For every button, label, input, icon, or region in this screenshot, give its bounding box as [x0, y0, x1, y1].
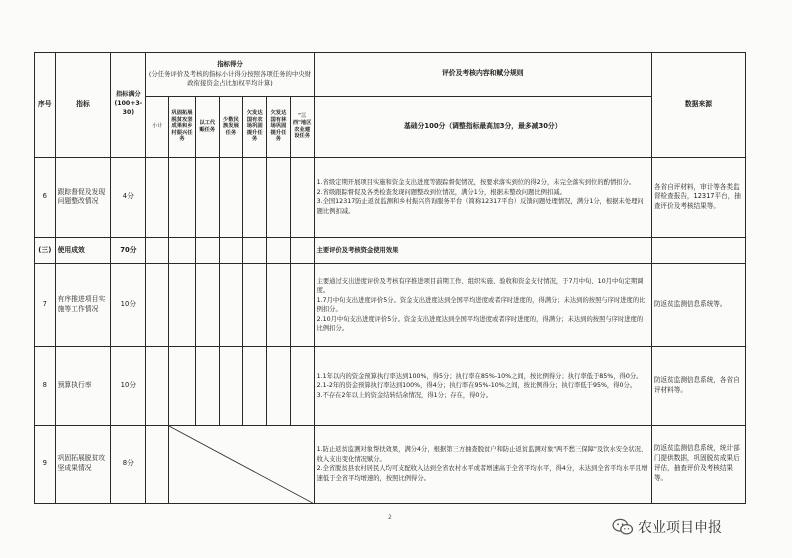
- not-applicable-slash: [169, 425, 314, 503]
- row-no: 6: [35, 157, 56, 238]
- row-rules: [314, 347, 651, 425]
- score-cell: [169, 238, 196, 264]
- rule-item: 2.10月中旬支出进度评价5分。资金支出进度达到全国平均进度或者序时进度的，得满分；未达到的按照与序时进度的比例扣分。: [316, 315, 644, 333]
- score-cell: [146, 425, 169, 503]
- score-cell: [195, 347, 219, 425]
- header-task-sanxi: "三西"地区农业建设任务: [290, 96, 314, 157]
- row-data-source: 防返贫监测信息系统等。: [651, 264, 745, 347]
- row-data-source: 防返贫监测信息系统，各省自评材料等。: [651, 347, 745, 425]
- rule-item: 2.1-2年的资金预算执行率达到100%，得4分；执行率在95%-10%之间，按比例得分；执行率低于95%，得0分。: [316, 382, 637, 390]
- row-score: 8分: [111, 425, 146, 503]
- score-cell: [243, 238, 267, 264]
- table-row: [35, 157, 746, 238]
- score-cell: [146, 347, 169, 425]
- header-rules-subtitle: 基础分100分（调整指标最高加3分，最多减30分）: [314, 96, 651, 157]
- header-rules-title: 评价及考核内容和赋分规则: [314, 53, 651, 97]
- watermark-text: 农业项目申报: [638, 520, 722, 536]
- row-score: 10分: [111, 264, 146, 347]
- header-task-state-forest: 欠发达国有林场巩固提升任务: [267, 96, 291, 157]
- header-task-state-farm: 欠发达国有农场巩固提升任务: [243, 96, 267, 157]
- row-rules: [314, 264, 651, 347]
- row-data-source: 防返贫监测信息系统，统计部门提供数据，巩固脱贫成果后评估，抽查评价及考核结果等。: [651, 425, 745, 503]
- header-score-title: 指标得分: [217, 60, 243, 69]
- rule-item: 3.全国12317防止返贫监测和乡村振兴咨询服务平台（简称12317平台）反馈问题处理情况，满分1分，根据未处理问题比例扣减。: [316, 198, 644, 215]
- score-cell: [219, 238, 243, 264]
- section-rules-title: 主要评价及考核资金使用效果: [314, 238, 651, 264]
- page-number: 2: [388, 514, 392, 521]
- rule-item: 3.不存在2年以上的资金结转结余情况，得1分；存在，得0分。: [316, 391, 493, 399]
- row-indicator: 巩固拓展脱贫攻坚成果情况: [55, 425, 111, 503]
- rule-item: 2.省级跟踪督促及各类检查发现问题整改到位情况，满分1分，根据未整改问题比例扣减。: [316, 188, 566, 196]
- header-task-workrelief: 以工代赈任务: [195, 96, 219, 157]
- rule-item: 1.省级定期开展项目实施和资金支出进度等跟踪督促情况，按要求落实到位的得2分，未完全落实到位的酌情扣分。: [316, 179, 636, 187]
- row-no: 8: [35, 347, 56, 425]
- header-score-group: [146, 53, 314, 97]
- score-cell: [169, 157, 196, 238]
- row-no: 9: [35, 425, 56, 503]
- score-cell: [290, 347, 314, 425]
- header-data-source: 数据来源: [651, 53, 745, 158]
- score-cell: [169, 347, 196, 425]
- rule-item: 1.防止返贫监测对象帮扶效果，满分4分，根据第三方抽查脱贫户和防止返贫监测对象"两不愁三保障"及饮水安全状况、收入支出变化情况赋分。: [316, 446, 648, 463]
- row-score: 70分: [111, 238, 146, 264]
- score-cell: [243, 157, 267, 238]
- score-cell: [267, 347, 291, 425]
- header-indicator: 指标: [55, 53, 111, 158]
- row-score: 10分: [111, 347, 146, 425]
- rule-item: 2.全省脱贫县农村居民人均可支配收入达到全省农村水平或者增速高于全省平均水平，得4分，未达到全省平均水平且增速低于全省平均增速的，按照比例得分。: [316, 465, 648, 482]
- row-data-source: 各省自评材料，审计等各类监督检查报告，12317平台，抽查评价及考核结果等。: [651, 157, 745, 238]
- score-cell: [219, 157, 243, 238]
- wechat-icon: [612, 518, 634, 536]
- score-cell: [219, 264, 243, 347]
- header-full-score: 指标满分(100+3-30): [111, 53, 146, 158]
- header-row-1: [35, 53, 746, 97]
- rule-item: 主要通过支出进度评价及考核有序推进项目前期工作、组织实施、验收和资金支付情况，于7月中旬、10月中旬定期调度。: [316, 277, 644, 295]
- evaluation-table: [34, 52, 746, 504]
- row-indicator: 预算执行率: [55, 347, 111, 425]
- row-indicator: 使用成效: [55, 238, 111, 264]
- score-cell: [195, 238, 219, 264]
- header-score-note: (分任务评价及考核的指标小计得分按照各项任务的中央财政衔接资金占比加权平均计算): [148, 69, 312, 87]
- header-task-poverty: 巩固拓展脱贫攻坚成果和乡村振兴任务: [169, 96, 196, 157]
- score-cell: [243, 347, 267, 425]
- score-cell: [146, 157, 169, 238]
- score-cell: [146, 238, 169, 264]
- row-indicator: 有序推进项目实施等工作情况: [55, 264, 111, 347]
- row-score: 4分: [111, 157, 146, 238]
- row-indicator: 跟踪督促及发现问题整改情况: [55, 157, 111, 238]
- score-cell: [267, 157, 291, 238]
- row-no: 7: [35, 264, 56, 347]
- score-cell: [195, 157, 219, 238]
- table-row: [35, 425, 746, 503]
- score-cell: [146, 264, 169, 347]
- row-no: (三): [35, 238, 56, 264]
- score-cell: [267, 238, 291, 264]
- score-cell: [195, 264, 219, 347]
- table-row: [35, 347, 746, 425]
- score-cell: [243, 264, 267, 347]
- row-data-source: [651, 238, 745, 264]
- watermark: [612, 517, 722, 537]
- score-cell: [290, 157, 314, 238]
- table-row: [35, 264, 746, 347]
- section-row: [35, 238, 746, 264]
- rule-item: 1.7月中旬支出进度评价5分。资金支出进度达到全国平均进度或者序时进度的，得满分；未达到的按照与序时进度的比例扣分。: [316, 296, 646, 314]
- score-cell: [290, 238, 314, 264]
- score-cell: [219, 347, 243, 425]
- diagonal-line-icon: [169, 426, 313, 503]
- rule-item: 1.1年以内的资金预算执行率达到100%，得5分；执行率在85%-10%之间，按比例得分；执行率低于85%，得0分。: [316, 372, 643, 380]
- header-subtotal: 小计: [146, 96, 169, 157]
- score-cell: [267, 264, 291, 347]
- header-task-minority: 少数民族发展任务: [219, 96, 243, 157]
- score-cell: [169, 264, 196, 347]
- header-seq: 序号: [35, 53, 56, 158]
- row-rules: [314, 425, 651, 503]
- row-rules: [314, 157, 651, 238]
- score-cell: [290, 264, 314, 347]
